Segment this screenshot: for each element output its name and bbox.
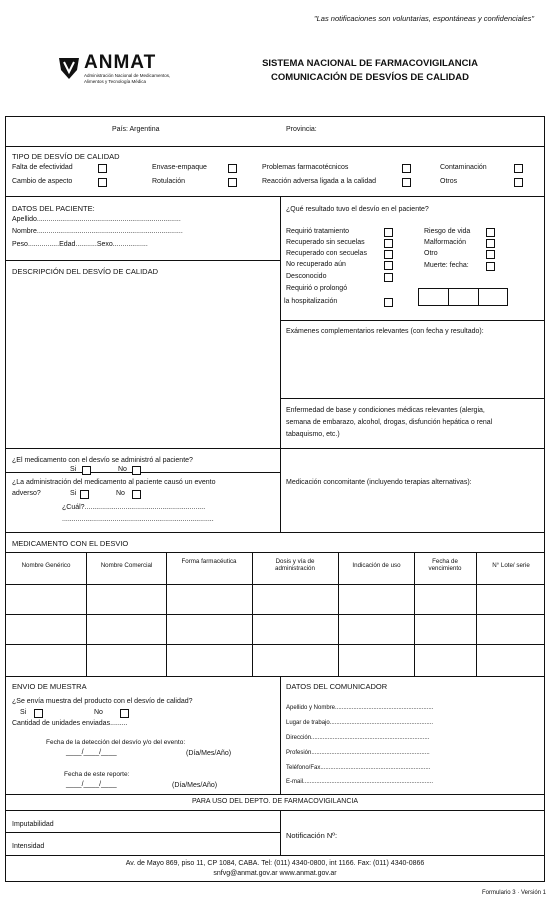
fecha-deteccion-label: Fecha de la detección del desvío y/o del evento: (46, 739, 186, 746)
col-lote-serie: N° Lote/ serie (492, 562, 530, 569)
envio-no-label: No (94, 709, 103, 716)
administrado-no-label: No (118, 466, 127, 473)
resultado-riesgo-vida: Riesgo de vida (424, 228, 471, 235)
resultado-no-recuperado: No recuperado aún (286, 261, 346, 268)
tipo-envase-checkbox[interactable] (228, 164, 237, 173)
descripcion-area[interactable] (10, 280, 274, 444)
footer-form-version: Formulario 3 · Versión 1 (481, 890, 546, 896)
tipo-envase: Envase-empaque (152, 164, 207, 171)
administrado-si-checkbox[interactable] (82, 466, 91, 475)
fecha-deteccion-input[interactable]: ____/____/____ (66, 749, 117, 756)
causo-si-label: Si (70, 490, 77, 497)
tagline: "Las notificaciones son voluntarias, espontáneas y confidenciales" (313, 14, 534, 23)
paciente-apellido[interactable]: Apellido.......................................................................... (12, 216, 181, 223)
resultado-sin-secuelas-checkbox[interactable] (384, 239, 393, 248)
resultado-con-secuelas-checkbox[interactable] (384, 250, 393, 259)
administrado-no-checkbox[interactable] (132, 466, 141, 475)
pais-field[interactable]: País: Argentina (112, 126, 160, 133)
comunicador-telefono-fax[interactable]: Teléfono/Fax.................................................................. (286, 765, 431, 771)
comunicador-apellido-nombre[interactable]: Apellido y Nombre........................................................... (286, 705, 434, 711)
paciente-peso-edad-sexo[interactable]: Peso................Edad...........Sexo.................. (12, 241, 148, 248)
anmat-emblem-icon (58, 56, 80, 80)
footer-contact: snfvg@anmat.gov.ar www.anmat.gov.ar (213, 870, 337, 877)
causo-no-checkbox[interactable] (132, 490, 141, 499)
tipo-otros: Otros (440, 178, 458, 185)
col-forma-farmaceutica: Forma farmacéutica (181, 558, 237, 565)
tipo-falta-efectividad-checkbox[interactable] (98, 164, 107, 173)
resultado-muerte: Muerte: fecha: (424, 262, 469, 269)
administrado-si-label: Si (70, 466, 77, 473)
examenes-label: Exámenes complementarios relevantes (con fecha y resultado): (286, 328, 484, 335)
envio-no-checkbox[interactable] (120, 709, 129, 718)
logo-subtitle-1: Administración Nacional de Medicamentos, (84, 73, 171, 78)
tipo-reaccion-adversa-checkbox[interactable] (402, 178, 411, 187)
tipo-otros-checkbox[interactable] (514, 178, 523, 187)
resultado-requirio-prolongo: Requirió o prolongó (286, 285, 348, 292)
resultado-sin-secuelas: Recuperado sin secuelas (286, 239, 365, 246)
tipo-cambio-aspecto-checkbox[interactable] (98, 178, 107, 187)
causo-line-2: adverso? (12, 490, 41, 497)
tipo-contaminacion-checkbox[interactable] (514, 164, 523, 173)
logo-subtitle-2: Alimentos y Tecnología Médica (84, 79, 146, 84)
resultado-no-recuperado-checkbox[interactable] (384, 261, 393, 270)
anmat-logo (58, 52, 208, 96)
uso-intensidad: Intensidad (12, 843, 45, 850)
fecha-reporte-format: (Día/Mes/Año) (172, 782, 218, 789)
concomitante-label: Medicación concomitante (incluyendo terapias alternativas): (286, 479, 472, 486)
tipo-cambio-aspecto: Cambio de aspecto (12, 178, 73, 185)
examenes-area[interactable] (284, 340, 540, 394)
resultado-desconocido-checkbox[interactable] (384, 273, 393, 282)
tipo-falta-efectividad: Falta de efectividad (12, 164, 73, 171)
paciente-nombre[interactable]: Nombre........................................................................... (12, 228, 183, 235)
tipo-heading: TIPO DE DESVÍO DE CALIDAD (12, 152, 120, 161)
col-indicacion-uso: Indicación de uso (352, 562, 401, 569)
causo-si-checkbox[interactable] (80, 490, 89, 499)
tipo-contaminacion: Contaminación (440, 164, 487, 171)
fecha-reporte-label: Fecha de este reporte: (64, 771, 130, 778)
col-dosis-via: Dosis y vía de administración (275, 558, 315, 572)
causo-cual[interactable]: ¿Cuál?.............................................................. (62, 504, 206, 511)
enfermedad-line-3: tabaquismo, etc.) (286, 431, 340, 438)
tipo-rotulacion: Rotulación (152, 178, 186, 185)
logo-name: ANMAT (84, 52, 157, 73)
envio-si-checkbox[interactable] (34, 709, 43, 718)
descripcion-heading: DESCRIPCIÓN DEL DESVÍO DE CALIDAD (12, 267, 159, 276)
resultado-question: ¿Qué resultado tuvo el desvío en el paciente? (286, 206, 429, 213)
comunicador-email[interactable]: E-mail.............................................................................. (286, 779, 434, 785)
tipo-reaccion-adversa: Reacción adversa ligada a la calidad (262, 178, 377, 185)
footer-address: Av. de Mayo 869, piso 11, CP 1084, CABA. Tel: (011) 4340-0800, int 1166. Fax: (011) 4340-0866 (125, 860, 425, 867)
col-nombre-generico: Nombre Genérico (21, 562, 71, 569)
resultado-malformacion-checkbox[interactable] (486, 239, 495, 248)
fecha-reporte-input[interactable]: ____/____/____ (66, 781, 117, 788)
causo-dots[interactable]: .............................................................................. (62, 516, 214, 523)
resultado-riesgo-vida-checkbox[interactable] (486, 228, 495, 237)
causo-no-label: No (116, 490, 125, 497)
col-fecha-vencimiento: Fecha de vencimiento (428, 558, 462, 572)
resultado-desconocido: Desconocido (286, 273, 327, 280)
uso-imputabilidad: Imputabilidad (12, 821, 54, 828)
administrado-question: ¿El medicamento con el desvío se administró al paciente? (12, 457, 193, 464)
uso-notificacion: Notificación Nº: (286, 831, 338, 840)
title-line-1: SISTEMA NACIONAL DE FARMACOVIGILANCIA (262, 58, 478, 69)
paciente-heading: DATOS DEL PACIENTE: (12, 204, 95, 213)
envio-si-label: Si (20, 709, 27, 716)
tipo-farmacotecnicos: Problemas farmacotécnicos (262, 164, 349, 171)
comunicador-lugar-trabajo[interactable]: Lugar de trabajo.............................................................. (286, 720, 434, 726)
resultado-con-secuelas: Recuperado con secuelas (286, 250, 367, 257)
envio-cantidad[interactable]: Cantidad de unidades enviadas......... (12, 720, 128, 727)
medicamento-heading: MEDICAMENTO CON EL DESVIO (12, 539, 129, 548)
title-line-2: COMUNICACIÓN DE DESVÍOS DE CALIDAD (271, 72, 469, 83)
tipo-farmacotecnicos-checkbox[interactable] (402, 164, 411, 173)
resultado-hospitalizacion: la hospitalización (284, 298, 338, 305)
resultado-requirio-tratamiento-checkbox[interactable] (384, 228, 393, 237)
comunicador-profesion[interactable]: Profesión....................................................................... (286, 750, 430, 756)
fecha-deteccion-format: (Día/Mes/Año) (186, 750, 232, 757)
tipo-rotulacion-checkbox[interactable] (228, 178, 237, 187)
col-nombre-comercial: Nombre Comercial (100, 562, 153, 569)
resultado-otro-checkbox[interactable] (486, 250, 495, 259)
resultado-hospitalizacion-checkbox[interactable] (384, 298, 393, 307)
causo-line-1: ¿La administración del medicamento al paciente causó un evento (12, 479, 216, 486)
provincia-field[interactable]: Provincia: (286, 126, 317, 133)
envio-question: ¿Se envía muestra del producto con el desvío de calidad? (12, 698, 193, 705)
muerte-fecha-box[interactable] (418, 288, 508, 306)
enfermedad-line-1: Enfermedad de base y condiciones médicas relevantes (alergia, (286, 407, 485, 414)
resultado-otro: Otro (424, 250, 438, 257)
resultado-muerte-checkbox[interactable] (486, 262, 495, 271)
envio-heading: ENVIO DE MUESTRA (12, 682, 87, 691)
resultado-malformacion: Malformación (424, 239, 467, 246)
enfermedad-line-2: semana de embarazo, alcohol, drogas, disfunción hepática o renal (286, 419, 493, 426)
resultado-requirio-tratamiento: Requirió tratamiento (286, 228, 350, 235)
comunicador-direccion[interactable]: Dirección....................................................................... (286, 735, 430, 741)
uso-heading: PARA USO DEL DEPTO. DE FARMACOVIGILANCIA (192, 798, 358, 805)
comunicador-heading: DATOS DEL COMUNICADOR (286, 682, 388, 691)
